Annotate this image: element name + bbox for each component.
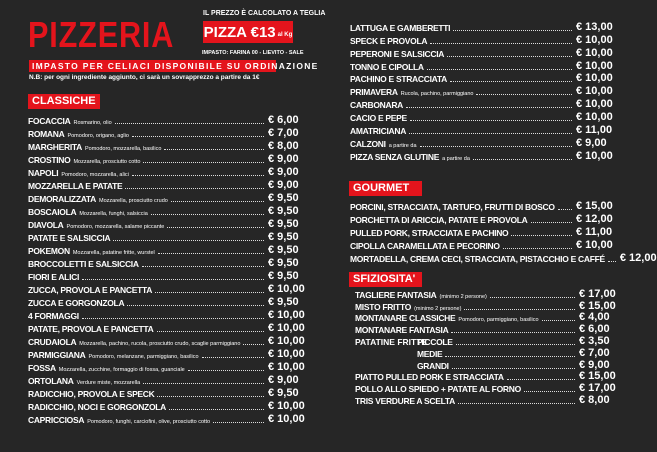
dot-leader	[445, 356, 575, 357]
altre-list	[350, 20, 612, 162]
menu-item	[28, 256, 304, 269]
dot-leader	[406, 107, 572, 108]
item-name: POKEMON	[28, 246, 70, 256]
menu-item	[28, 308, 304, 321]
item-description: Pomodoro, mozzarella, alici	[61, 172, 129, 178]
item-name: FOSSA	[28, 363, 56, 373]
dot-leader	[430, 43, 572, 44]
item-price: € 12,00	[619, 252, 657, 264]
menu-item	[355, 359, 615, 371]
item-name: CRUDAIOLA	[28, 337, 77, 347]
item-description: Rosmarino, olio	[73, 120, 112, 126]
menu-item	[28, 360, 304, 373]
dot-leader	[451, 332, 575, 333]
menu-item	[28, 230, 304, 243]
item-price: € 9,50	[268, 257, 299, 269]
dot-leader	[420, 146, 572, 147]
menu-item	[350, 251, 657, 264]
pizza-price-badge	[203, 21, 293, 43]
menu-item	[28, 347, 304, 360]
dot-leader	[450, 81, 572, 82]
menu-item	[350, 225, 612, 238]
menu-item	[355, 300, 615, 312]
item-price: € 17,00	[579, 382, 616, 395]
menu-item	[350, 238, 612, 251]
menu-item	[28, 321, 304, 334]
menu-item	[28, 295, 304, 308]
menu-item	[28, 217, 304, 230]
item-price: € 9,00	[268, 374, 299, 386]
item-price: € 15,00	[579, 299, 616, 312]
dot-leader	[151, 214, 264, 215]
item-price: € 9,00	[576, 136, 607, 149]
classiche-list	[28, 113, 304, 425]
item-price: € 10,00	[268, 413, 305, 425]
dot-leader	[452, 368, 575, 369]
patatine-label: PATATINE FRITTE	[355, 336, 428, 347]
item-name: PEPERONI E SALSICCIA	[350, 48, 445, 59]
menu-item	[28, 373, 304, 386]
dot-leader	[524, 391, 575, 392]
item-name: PULLED PORK, STRACCIATA E PACHINO	[350, 228, 509, 238]
menu-item	[350, 20, 612, 33]
menu-item	[350, 97, 612, 110]
item-price: € 7,00	[579, 346, 610, 359]
dot-leader	[142, 266, 264, 267]
item-price: € 9,50	[268, 231, 299, 243]
item-price: € 10,00	[268, 361, 305, 373]
item-price: € 10,00	[576, 111, 613, 124]
dot-leader	[169, 409, 264, 410]
item-description: Pomodoro, mozzarella, salame piccante	[66, 224, 165, 230]
item-description: Pomodoro, funghi, carciofini, olive, prosciutto cotto	[87, 419, 211, 425]
item-price: € 9,50	[268, 244, 299, 256]
item-name: LATTUGA E GAMBERETTI	[350, 22, 451, 33]
dot-leader	[507, 379, 575, 380]
item-name: MORTADELLA, CREMA CECI, STRACCIATA, PISTACCHIO E CAFFÉ	[350, 254, 605, 264]
item-name: BROCCOLETTI E SALSICCIA	[28, 259, 139, 269]
menu-item	[28, 269, 304, 282]
dot-leader	[427, 69, 572, 70]
item-name: RADICCHIO, PROVOLA E SPECK	[28, 389, 155, 399]
gourmet-list	[350, 199, 657, 264]
menu-item	[355, 371, 615, 383]
price-note: IL PREZZO È CALCOLATO A TEGLIA	[203, 10, 326, 17]
dot-leader	[171, 201, 264, 202]
dot-leader	[155, 292, 264, 293]
size-name: GRANDI	[417, 360, 449, 371]
menu-item	[350, 123, 612, 136]
item-name: DEMORALIZZATA	[28, 194, 97, 204]
size-name: MEDIE	[417, 348, 443, 359]
dot-leader	[473, 159, 572, 160]
menu-item	[350, 59, 612, 72]
item-price: € 9,50	[268, 387, 299, 399]
item-price: € 9,00	[268, 179, 299, 191]
item-name: MONTANARE FANTASIA	[355, 325, 449, 336]
item-name: CAPRICCIOSA	[28, 415, 85, 425]
dot-leader	[188, 370, 264, 371]
item-price: € 11,00	[576, 124, 613, 137]
item-name: DIAVOLA	[28, 220, 64, 230]
item-price: € 6,00	[579, 323, 610, 336]
menu-item	[28, 204, 304, 217]
menu-item	[28, 126, 304, 139]
dot-leader	[127, 305, 264, 306]
dot-leader	[531, 222, 573, 223]
impasto-note: IMPASTO: FARINA 00 - LIEVITO - SALE	[202, 50, 304, 56]
item-price: € 10,00	[268, 400, 305, 412]
item-price: € 10,00	[576, 72, 613, 85]
item-name: FIORI E ALICI	[28, 272, 80, 282]
dot-leader	[157, 396, 264, 397]
menu-item	[355, 394, 615, 406]
dot-leader	[213, 422, 264, 423]
item-name: SPECK E PROVOLA	[350, 35, 428, 46]
dot-leader	[490, 297, 575, 298]
menu-item	[28, 152, 304, 165]
dot-leader	[410, 120, 572, 121]
item-name: PORCHETTA DI ARICCIA, PATATE E PROVOLA	[350, 215, 528, 225]
item-price: € 10,00	[576, 59, 613, 72]
item-name: TRIS VERDURE A SCELTA	[355, 395, 455, 406]
menu-item	[350, 212, 612, 225]
menu-item	[350, 110, 612, 123]
per-kg: al Kg	[277, 31, 293, 38]
item-name: CALZONI	[350, 138, 386, 149]
item-name: PARMIGGIANA	[28, 350, 86, 360]
item-price: € 10,00	[268, 322, 305, 334]
item-price: € 4,00	[579, 311, 610, 324]
item-description: Verdure miste, mozzarella	[76, 380, 141, 386]
dot-leader	[608, 261, 616, 262]
item-name: ORTOLANA	[28, 376, 74, 386]
logo: PIZZERIA	[28, 14, 175, 55]
dot-leader	[143, 383, 264, 384]
item-name: MARGHERITA	[28, 142, 82, 152]
menu-item	[28, 243, 304, 256]
item-name: PIATTO PULLED PORK E STRACCIATA	[355, 372, 504, 383]
item-description: a partire da	[442, 155, 470, 162]
dot-leader	[125, 188, 264, 189]
item-description: (minimo 2 persone)	[414, 305, 462, 312]
dot-leader	[202, 357, 264, 358]
item-price: € 9,50	[268, 270, 299, 282]
item-name: AMATRICIANA	[350, 126, 407, 137]
menu-item	[28, 165, 304, 178]
menu-item	[28, 334, 304, 347]
dot-leader	[143, 162, 264, 163]
item-name: TAGLIERE FANTASIA	[355, 289, 437, 300]
dot-leader	[458, 403, 575, 404]
menu-item	[355, 312, 615, 324]
size-name: PICCOLE	[417, 336, 453, 347]
menu-item	[350, 33, 612, 46]
dot-leader	[243, 344, 264, 345]
item-name: 4 FORMAGGI	[28, 311, 79, 321]
item-name: ROMANA	[28, 129, 65, 139]
dot-leader	[453, 30, 572, 31]
item-price: € 13,00	[576, 20, 613, 33]
item-price: € 15,00	[576, 200, 613, 212]
item-description: Mozzarella, pachino, rucola, prosciutto crudo, scaglie parmiggiano	[79, 341, 241, 347]
item-price: € 6,00	[268, 114, 299, 126]
item-name: MONTANARE CLASSICHE	[355, 313, 456, 324]
section-gourmet: GOURMET	[349, 181, 422, 196]
dot-leader	[409, 133, 572, 134]
item-name: NAPOLI	[28, 168, 59, 178]
menu-item	[28, 412, 304, 425]
dot-leader	[82, 318, 264, 319]
menu-item	[355, 335, 615, 347]
dot-leader	[464, 309, 575, 310]
menu-item	[28, 386, 304, 399]
menu-item	[355, 323, 615, 335]
item-name: PORCINI, STRACCIATA, TARTUFO, FRUTTI DI BOSCO	[350, 202, 555, 212]
menu-item	[350, 46, 612, 59]
item-description: (minimo 2 persone)	[439, 293, 487, 300]
menu-item	[355, 288, 615, 300]
item-price: € 10,00	[576, 98, 613, 111]
dot-leader	[167, 227, 264, 228]
item-name: FOCACCIA	[28, 116, 71, 126]
item-name: PRIMAVERA	[350, 87, 398, 98]
dot-leader	[503, 248, 572, 249]
item-price: € 9,00	[268, 166, 299, 178]
item-name: ZUCCA E GORGONZOLA	[28, 298, 125, 308]
item-price: € 10,00	[576, 239, 613, 251]
item-price: € 9,50	[268, 218, 299, 230]
item-description: Pomodoro, melanzane, parmiggiano, basilico	[88, 354, 199, 360]
celiaci-banner: IMPASTO PER CELIACI DISPONIBILE SU ORDINAZIONE	[29, 60, 276, 72]
item-description: Mozzarella, zucchine, formaggio di fossa, guanciale	[58, 367, 185, 373]
dot-leader	[164, 149, 264, 150]
item-name: BOSCAIOLA	[28, 207, 77, 217]
item-price: € 10,00	[268, 348, 305, 360]
item-name: CROSTINO	[28, 155, 71, 165]
item-price: € 9,50	[268, 192, 299, 204]
dot-leader	[115, 123, 264, 124]
item-price: € 8,00	[268, 140, 299, 152]
item-name: MOZZARELLA E PATATE	[28, 181, 123, 191]
item-description: Pomodoro, origano, aglio	[67, 133, 129, 139]
item-description: a partire da	[388, 142, 417, 149]
item-name: TONNO E CIPOLLA	[350, 61, 424, 72]
item-price: € 9,50	[268, 205, 299, 217]
item-name: PACHINO E STRACCIATA	[350, 74, 447, 85]
dot-leader	[558, 209, 572, 210]
item-price: € 11,00	[576, 226, 613, 238]
item-price: € 3,50	[579, 334, 610, 347]
dot-leader	[456, 344, 575, 345]
item-name: CIPOLLA CARAMELLATA E PECORINO	[350, 241, 500, 251]
dot-leader	[476, 94, 572, 95]
item-price: € 9,00	[579, 358, 610, 371]
dot-leader	[157, 331, 264, 332]
dot-leader	[82, 279, 264, 280]
item-name: ZUCCA, PROVOLA E PANCETTA	[28, 285, 153, 295]
dot-leader	[542, 320, 575, 321]
item-name: POLLO ALLO SPIEDO + PATATE AL FORNO	[355, 384, 521, 395]
dot-leader	[511, 235, 572, 236]
item-price: € 17,00	[579, 287, 616, 300]
menu-item	[350, 199, 612, 212]
item-description: Mozzarella, patatine fritte, wurstel	[72, 250, 155, 256]
item-name: PIZZA SENZA GLUTINE	[350, 151, 440, 162]
item-price: € 10,00	[576, 85, 613, 98]
dot-leader	[158, 253, 264, 254]
item-name: CARBONARA	[350, 100, 404, 111]
menu-item	[28, 113, 304, 126]
item-name: RADICCHIO, NOCI E GORGONZOLA	[28, 402, 166, 412]
menu-item	[355, 382, 615, 394]
item-description: Pomodoro, mozzarella, basilico	[84, 146, 162, 152]
item-price: € 10,00	[268, 283, 305, 295]
item-price: € 10,00	[576, 46, 613, 59]
menu-item	[355, 347, 615, 359]
section-sfiziosita: SFIZIOSITA'	[349, 272, 422, 287]
item-price: € 10,00	[268, 335, 305, 347]
menu-item	[28, 139, 304, 152]
menu-item	[28, 399, 304, 412]
item-price: € 10,00	[268, 309, 305, 321]
dot-leader	[447, 56, 572, 57]
pizza-price: PIZZA €13	[203, 23, 276, 41]
dot-leader	[132, 175, 264, 176]
sfiziosita-list	[355, 288, 615, 406]
item-price: € 7,00	[268, 127, 299, 139]
item-description: Mozzarella, prosciutto cotto	[73, 159, 141, 165]
item-description: Pomodoro, parmiggiano, basilico	[458, 317, 539, 324]
menu-item	[350, 149, 612, 162]
dot-leader	[132, 136, 264, 137]
section-classiche: CLASSICHE	[28, 94, 100, 109]
item-name: CACIO E PEPE	[350, 113, 407, 124]
dot-leader	[113, 240, 264, 241]
item-price: € 8,00	[579, 393, 610, 406]
item-name: MISTO FRITTO	[355, 301, 412, 312]
item-description: Mozzarella, funghi, salsiccia	[79, 211, 148, 217]
menu-item	[28, 282, 304, 295]
item-price: € 15,00	[579, 370, 616, 383]
item-price: € 10,00	[576, 33, 613, 46]
item-description: Mozzarella, prosciutto crudo	[99, 198, 168, 204]
item-price: € 10,00	[576, 149, 613, 162]
item-price: € 9,50	[268, 296, 299, 308]
menu-item	[28, 191, 304, 204]
menu-item	[350, 136, 612, 149]
item-price: € 12,00	[576, 213, 613, 225]
menu-item	[350, 84, 612, 97]
menu-item	[350, 72, 612, 85]
item-name: PATATE E SALSICCIA	[28, 233, 111, 243]
nb-note: N.B: per ogni ingrediente aggiunto, ci sarà un sovrapprezzo a partire da 1€	[29, 74, 260, 81]
item-name: PATATE, PROVOLA E PANCETTA	[28, 324, 154, 334]
menu-item	[28, 178, 304, 191]
item-description: Rucola, pachino, parmiggiano	[400, 91, 474, 98]
item-price: € 9,00	[268, 153, 299, 165]
